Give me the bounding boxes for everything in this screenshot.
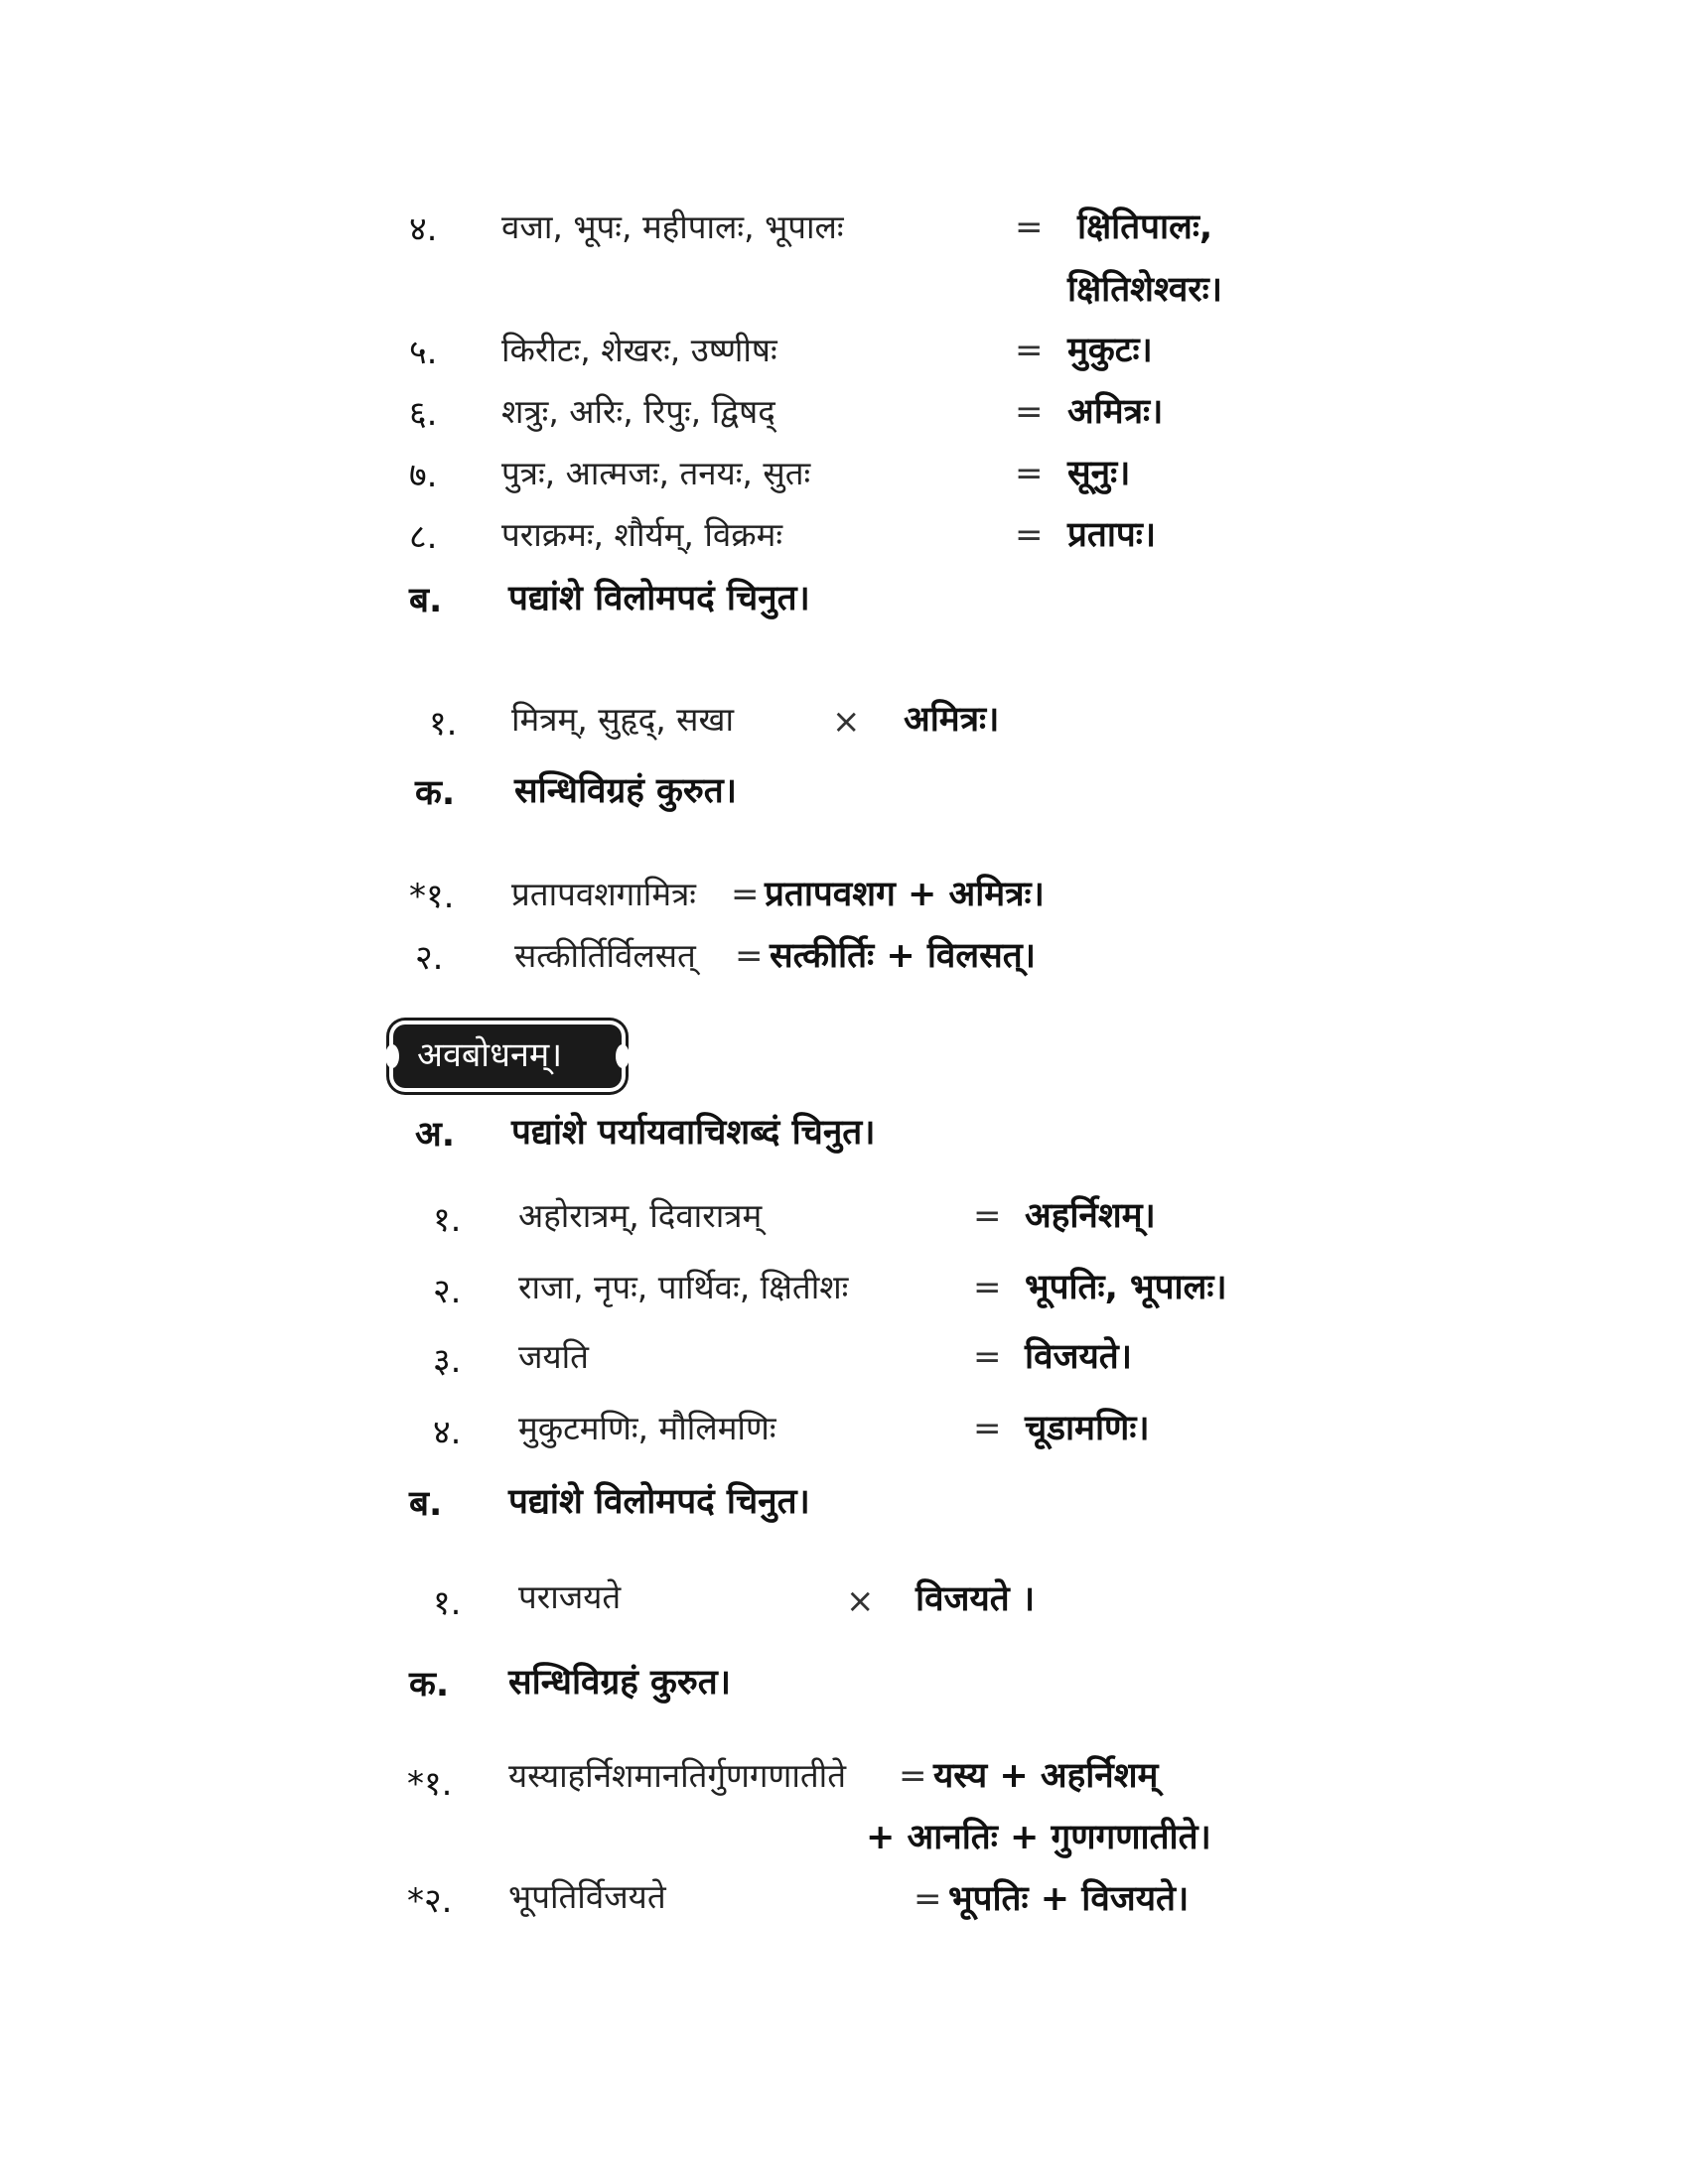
item-number: १. [433,1200,462,1240]
badge-notch [616,1044,630,1068]
badge-label: अवबोधनम्। [417,1035,563,1075]
synonym-answer: क्षितिपालः, [1077,207,1213,247]
synonym-words: अहोरात्रम्, दिवारात्रम् [518,1196,763,1235]
item-number: *१. [409,877,455,916]
equals-sign: = [1015,331,1044,370]
equals-sign: = [1015,207,1044,247]
item-number: ६. [409,394,438,434]
synonym-answer: अमित्रः। [1067,392,1164,432]
section-letter: ब. [409,581,443,620]
item-number: *१. [407,1764,453,1804]
synonym-words: पराक्रमः, शौर्यम्, विक्रमः [501,515,782,554]
equals-sign: = [899,1756,927,1796]
item-number: २. [415,938,444,978]
equals-sign: = [973,1409,1002,1448]
equals-sign: = [1015,454,1044,493]
equals-sign: = [973,1337,1002,1377]
equals-sign: = [731,875,760,914]
synonym-words: शत्रुः, अरिः, रिपुः, द्विषद् [501,392,775,431]
item-number: ४. [409,209,438,249]
equals-sign: = [914,1879,942,1919]
section-heading: सन्धिविग्रहं कुरुत। [508,1663,732,1703]
synonym-words: जयति [518,1337,589,1376]
sandhi-word: भूपतिर्विजयते [508,1877,666,1916]
item-number: २. [433,1272,462,1311]
antonym-words: मित्रम्, सुहृद्, सखा [511,700,735,739]
section-letter: क. [415,773,456,813]
synonym-answer: अहर्निशम्। [1025,1196,1156,1236]
antonym-answer: विजयते । [915,1579,1036,1619]
equals-sign: = [735,936,764,976]
item-number: ५. [409,333,438,372]
sandhi-word: प्रतापवशगामित्रः [511,875,696,913]
equals-sign: = [973,1268,1002,1307]
section-letter: अ. [415,1115,456,1155]
synonym-words: मुकुटमणिः, मौलिमणिः [518,1409,776,1447]
sandhi-answer-continued: + आनतिः + गुणगणातीते। [866,1818,1211,1857]
section-heading: पद्यांशे पर्यायवाचिशब्दं चिनुत। [511,1113,876,1153]
synonym-words: पुत्रः, आत्मजः, तनयः, सुतः [501,454,811,492]
item-number: ३. [433,1341,462,1381]
section-letter: ब. [409,1484,443,1524]
synonym-words: किरीटः, शेखरः, उष्णीषः [501,331,777,369]
badge-notch [385,1044,399,1068]
synonym-answer: मुकुटः। [1067,331,1153,370]
sandhi-word: सत्कीर्तिर्विलसत् [514,936,696,975]
sandhi-answer: भूपतिः + विजयते। [948,1879,1190,1919]
sandhi-answer: प्रतापवशग + अमित्रः। [765,875,1045,914]
section-heading: सन्धिविग्रहं कुरुत। [514,771,738,811]
item-number: १. [429,704,458,744]
synonym-answer: विजयते। [1025,1337,1133,1377]
equals-sign: = [973,1196,1002,1236]
synonym-answer: भूपतिः, भूपालः। [1025,1268,1227,1307]
sandhi-answer: यस्य + अहर्निशम् [933,1756,1159,1796]
item-number: १. [433,1583,462,1623]
sandhi-word: यस्याहर्निशमानतिर्गुणगणातीते [508,1756,847,1795]
sandhi-answer: सत्कीर्तिः + विलसत्। [770,936,1036,976]
item-number: ७. [409,456,438,495]
synonym-words: राजा, नृपः, पार्थिवः, क्षितीशः [518,1268,849,1306]
antonym-words: पराजयते [518,1577,622,1616]
section-heading: पद्यांशे विलोमपदं चिनुत। [508,579,810,618]
synonym-answer: चूडामणिः। [1025,1409,1150,1448]
item-number: ८. [409,517,438,557]
section-letter: क. [409,1665,450,1705]
item-number: ४. [433,1413,462,1452]
synonym-answer: प्रतापः। [1067,515,1157,555]
item-number: *२. [407,1881,453,1921]
section-badge [393,1024,622,1088]
cross-sign: × [832,702,861,742]
antonym-answer: अमित्रः। [904,700,1000,740]
equals-sign: = [1015,392,1044,432]
equals-sign: = [1015,515,1044,555]
synonym-words: वजा, भूपः, महीपालः, भूपालः [501,207,844,246]
synonym-answer-continued: क्षितिशेश्वरः। [1067,270,1222,310]
section-heading: पद्यांशे विलोमपदं चिनुत। [508,1482,810,1522]
synonym-answer: सूनुः। [1067,454,1131,493]
cross-sign: × [846,1581,875,1621]
